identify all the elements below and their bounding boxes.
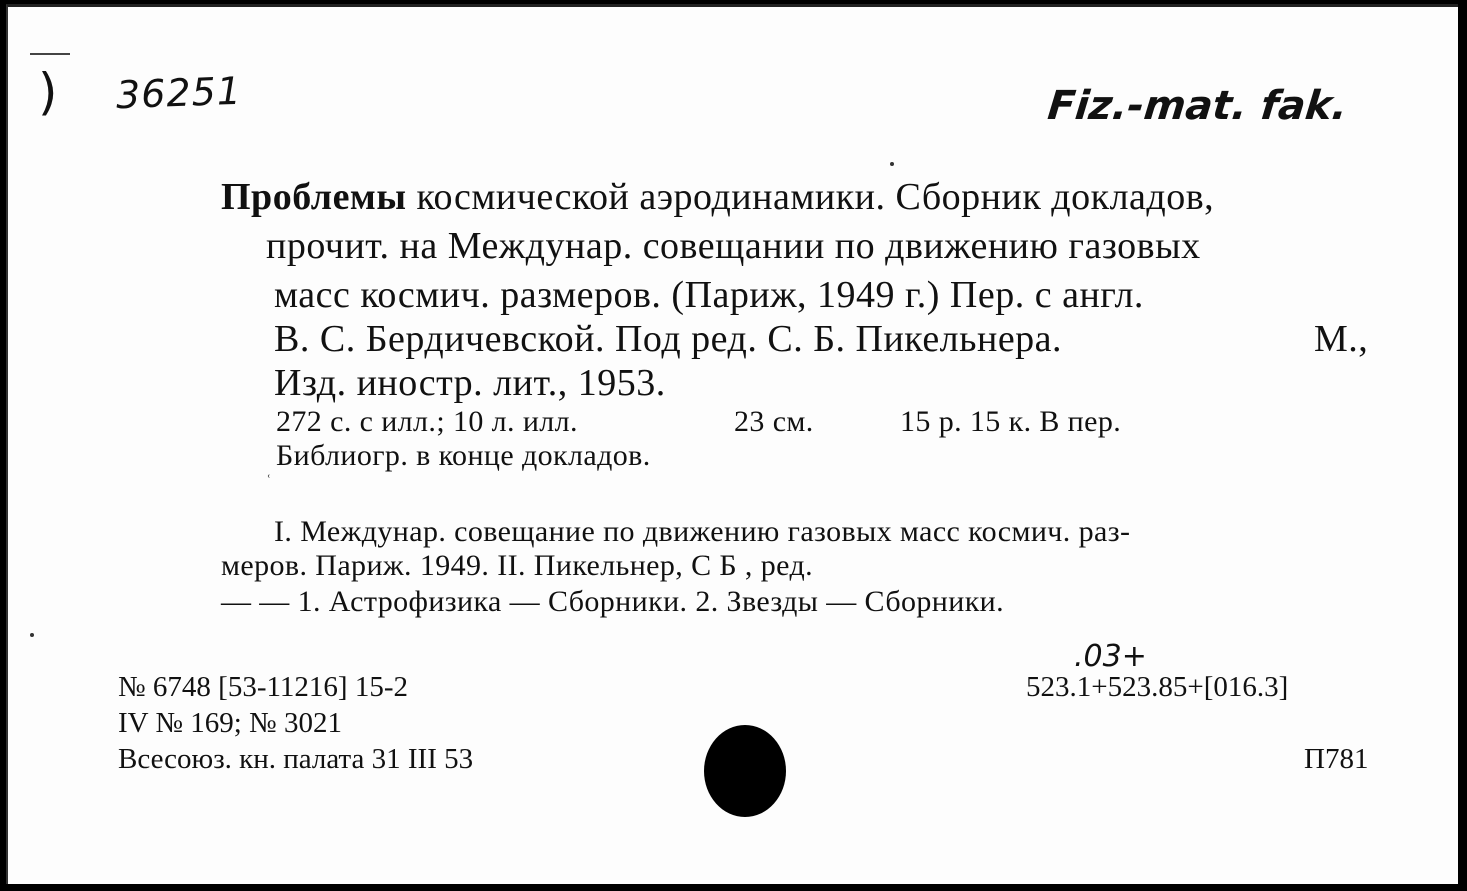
book-size: 23 см. xyxy=(734,405,814,438)
bibliography-note: Библиогр. в конце докладов. xyxy=(276,439,651,472)
physical-description: 272 с. с илл.; 10 л. илл. xyxy=(276,405,578,438)
footer-line-3: Всесоюз. кн. палата 31 III 53 xyxy=(118,743,474,775)
speck xyxy=(890,162,894,166)
udc-classification: 523.1+523.85+[016.3] xyxy=(1026,671,1289,703)
handwritten-udc-note: .03+ xyxy=(1074,639,1147,674)
tracing-line-1: I. Междунар. совещание по движению газовых масс космич. раз- xyxy=(274,515,1131,548)
imprint-city: М., xyxy=(1314,318,1369,360)
pencil-tick: ʿ xyxy=(266,473,272,490)
footer-line-1: № 6748 [53-11216] 15-2 xyxy=(118,671,408,703)
title-line-5: Изд. иностр. лит., 1953. xyxy=(274,362,666,404)
handwritten-accession-number: 36251 xyxy=(115,68,243,118)
heading-word: Проблемы xyxy=(221,176,407,218)
title-text-1: космической аэродинамики. Сборник докладов, xyxy=(416,176,1215,218)
tracing-line-2: меров. Париж. 1949. II. Пикельнер, С Б , ред. xyxy=(221,549,814,582)
catalog-card xyxy=(6,4,1458,884)
title-line-3: масс космич. размеров. (Париж, 1949 г.) Пер. с англ. xyxy=(274,274,1144,316)
punch-hole xyxy=(704,725,786,817)
footer-line-2: IV № 169; № 3021 xyxy=(118,707,342,739)
title-line-2: прочит. на Междунар. совещании по движению газовых xyxy=(266,225,1201,267)
bracket-mark: ) xyxy=(38,63,58,121)
title-line-1 xyxy=(221,175,1214,219)
speck xyxy=(30,633,34,637)
price: 15 р. 15 к. В пер. xyxy=(900,405,1122,438)
faculty-stamp: Fiz.-mat. fak. xyxy=(1045,83,1350,129)
pencil-dash xyxy=(30,53,70,55)
title-line-4: В. С. Бердичевской. Под ред. С. Б. Пикельнера. xyxy=(274,318,1063,360)
card-code: П781 xyxy=(1304,743,1369,775)
tracing-line-3: — — 1. Астрофизика — Сборники. 2. Звезды — Сборники. xyxy=(221,585,1005,618)
